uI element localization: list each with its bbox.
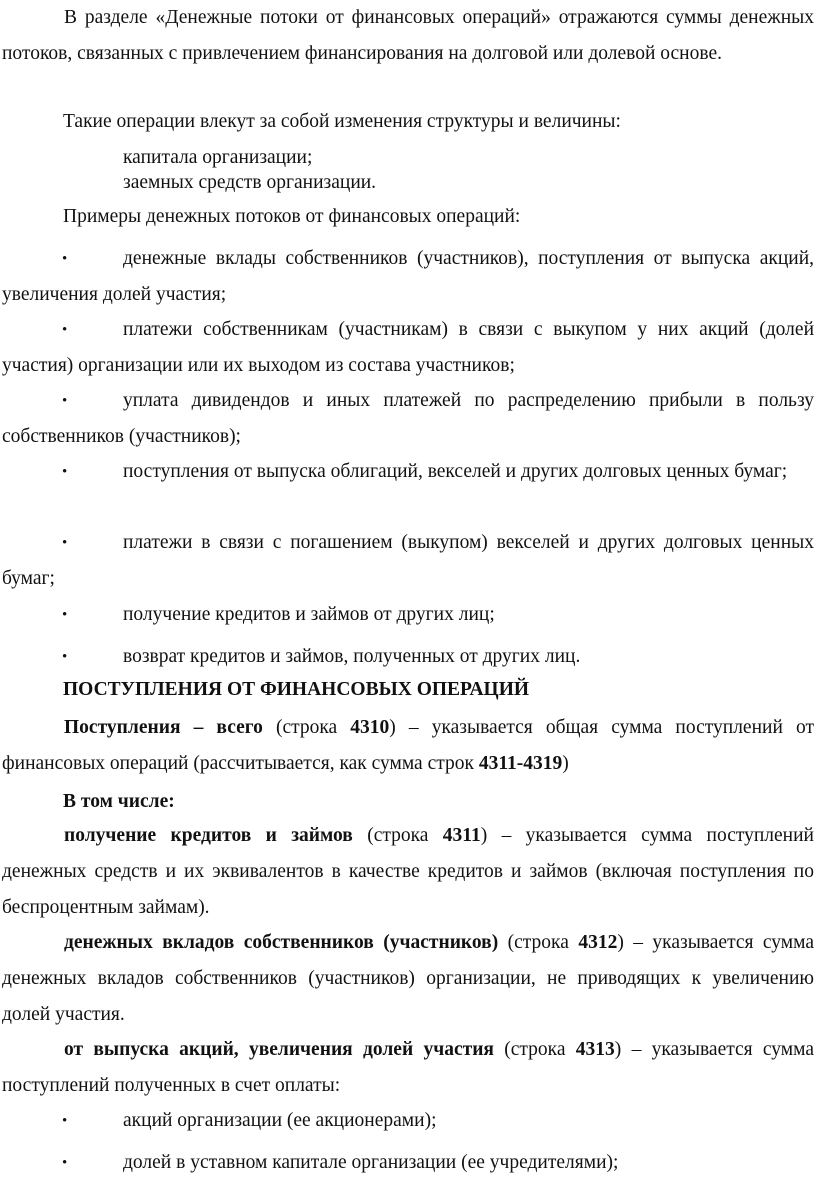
intro-text: В разделе «Денежные потоки от финансовых операций» отражаются суммы денежных потоков, связанных с привлечением финансирования на долговой или долевой основе.: [2, 7, 814, 64]
list-item: • уплата дивидендов и иных платежей по распределению прибыли в пользу собственников (участников);: [2, 383, 814, 455]
bullet-icon: •: [62, 649, 68, 665]
line-code: 4311: [442, 825, 481, 846]
examples-intro: [63, 205, 520, 229]
bullet-icon: •: [62, 393, 68, 409]
list-item: • акций организации (ее акционерами);: [2, 1103, 814, 1139]
list-item: • денежные вклады собственников (участников), поступления от выпуска акций, увеличения долей участия;: [2, 241, 814, 313]
line-code: 4312: [578, 932, 618, 953]
bullet-icon: •: [62, 251, 68, 267]
structure-text: Такие операции влекут за собой изменения структуры и величины:: [63, 111, 621, 132]
including-label: В том числе:: [63, 791, 175, 812]
structure-paragraph: [63, 110, 621, 134]
list-item: • возврат кредитов и займов, полученных от других лиц.: [2, 639, 814, 675]
bullet-icon: •: [62, 464, 68, 480]
list-item: • платежи собственникам (участникам) в связи с выкупом у них акций (долей участия) организации или их выходом из состава участников;: [2, 312, 814, 384]
bullet-icon: •: [62, 535, 68, 551]
examples-intro-text: Примеры денежных потоков от финансовых операций:: [63, 206, 521, 227]
list-item: • получение кредитов и займов от других лиц;: [2, 597, 814, 633]
line-range: 4311-4319: [478, 753, 563, 774]
list-item: • платежи в связи с погашением (выкупом) векселей и других долговых ценных бумаг;: [2, 525, 814, 597]
bullet-icon: •: [62, 322, 68, 338]
line-code: 4313: [575, 1039, 615, 1060]
sub-item: заемных средств организации.: [123, 172, 377, 193]
line-code: 4310: [350, 717, 390, 738]
item-4311-paragraph: получение кредитов и займов (строка 4311) – указывается сумма поступлений денежных средств и их эквивалентов в качестве кредитов и займов (включая поступления по беспроцентным займам).: [2, 825, 814, 918]
total-paragraph: Поступления – всего (строка 4310) – указывается общая сумма поступлений от финансовых операций (рассчитывается, как сумма строк 4311-4319): [2, 717, 814, 774]
intro-paragraph: [2, 0, 814, 72]
list-item: • долей в уставном капитале организации (ее учредителями);: [2, 1145, 814, 1181]
bullet-icon: •: [62, 1113, 68, 1129]
sub-item: капитала организации;: [123, 147, 313, 168]
item-4312-paragraph: денежных вкладов собственников (участников) (строка 4312) – указывается сумма денежных вкладов собственников (участников) организации, не приводящих к увеличению долей участия.: [2, 932, 814, 1025]
section-heading: ПОСТУПЛЕНИЯ ОТ ФИНАНСОВЫХ ОПЕРАЦИЙ: [63, 679, 530, 700]
bullet-icon: •: [62, 1155, 68, 1171]
list-item: • поступления от выпуска облигаций, векселей и других долговых ценных бумаг;: [2, 454, 814, 490]
bullet-icon: •: [62, 607, 68, 623]
item-4313-paragraph: от выпуска акций, увеличения долей участия (строка 4313) – указывается сумма поступлений полученных в счет оплаты:: [2, 1039, 814, 1096]
